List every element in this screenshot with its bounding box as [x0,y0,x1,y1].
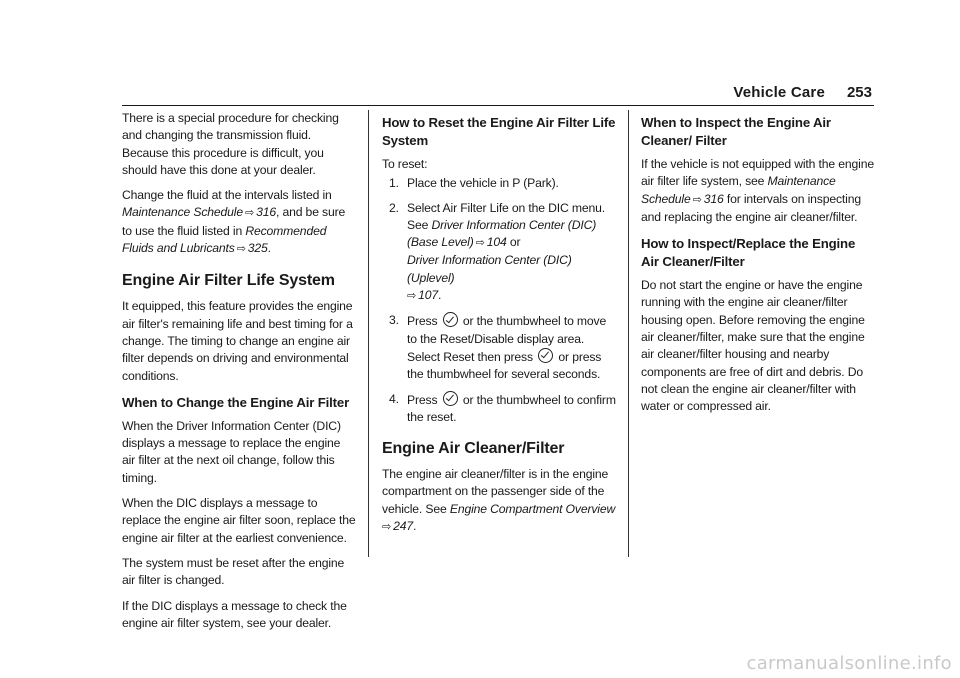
page-ref-number[interactable]: 247 [393,519,413,534]
text: for intervals on inspecting and replacing the engine air cleaner/filter. [641,191,861,224]
paragraph: There is a special procedure for checking and changing the transmission fluid. Because this procedure is difficult, you should have this done at your dealer. [122,111,339,177]
page-ref-number[interactable]: 316 [256,205,276,220]
paragraph: To reset: [382,157,428,171]
page-ref-number[interactable]: 316 [703,191,724,206]
cross-reference-link[interactable]: Engine Compartment Overview [449,501,616,516]
paragraph: It equipped, this feature provides the engine air filter's remaining life and best timing for a change. The timing to change an engine air filter depends on driving and environmental conditions. [122,299,353,383]
cross-reference-link[interactable]: Maintenance Schedule [122,205,243,220]
column-3 [641,110,875,424]
page-ref-icon: ⇨ [236,243,246,256]
step-number: 4. [389,391,399,406]
subsection-heading: How to Inspect/Replace the Engine Air Cleaner/Filter [641,236,856,270]
checkmark-button-icon [443,312,458,327]
step-number: 2. [389,200,399,215]
cross-reference-link[interactable]: Driver Information Center (DIC) (Uplevel) [407,253,572,285]
paragraph: When the DIC displays a message to replace the engine air filter soon, replace the engine air filter at the earliest convenience. [122,496,356,545]
page-ref-number[interactable]: 104 [486,235,507,250]
step-text: or [506,235,521,250]
list-item [382,391,616,427]
step-number: 1. [389,176,399,191]
checkmark-button-icon [538,348,553,363]
steps-list [382,175,616,426]
text: If the vehicle is not equipped with the engine air filter life system, see [641,157,874,189]
step-text: or the thumbwheel to confirm the reset. [407,392,616,424]
paragraph [382,466,616,536]
page-ref-number[interactable]: 325 [247,241,268,256]
list-item [382,200,616,306]
page-header [0,0,960,110]
subsection-heading: When to Inspect the Engine Air Cleaner/ Filter [641,115,831,148]
subsection-heading: How to Reset the Engine Air Filter Life System [382,115,616,148]
text: . [267,241,271,256]
text: , and be sure to use the fluid listed in [122,205,346,238]
cross-reference-link[interactable]: Maintenance Schedule [641,174,836,206]
paragraph: When the Driver Information Center (DIC) displays a message to replace the engine air filter at the next oil change, follow this timing. [122,418,341,485]
step-text: Press [407,314,441,329]
page-ref-icon: ⇨ [245,207,255,220]
column-divider-2 [628,110,629,557]
column-1 [122,110,356,640]
step-text: Select Air Filter Life on the DIC menu. See [407,200,606,232]
cross-reference-link[interactable]: Recommended Fluids and Lubricants [122,223,327,256]
column-2 [382,110,616,544]
page-ref-icon: ⇨ [382,521,392,534]
subsection-heading: When to Change the Engine Air Filter [122,394,350,410]
list-item [382,312,616,383]
section-heading: Engine Air Filter Life System [122,272,335,290]
page-ref-icon: ⇨ [407,290,417,303]
step-text: or the thumbwheel to move to the Reset/Disable display area. Select Reset then press [407,314,607,364]
paragraph [122,187,356,258]
page-ref-icon: ⇨ [692,193,702,206]
page-number: 253 [846,84,872,101]
list-item [382,175,616,192]
step-text: Place the vehicle in P (Park). [407,176,559,191]
section-heading: Engine Air Cleaner/Filter [382,440,565,458]
page-ref-icon: ⇨ [475,237,485,250]
header-rule [122,105,874,106]
step-text: . [437,288,442,303]
paragraph: The system must be reset after the engine air filter is changed. [122,555,345,588]
text: The engine air cleaner/filter is in the engine compartment on the passenger side of the vehicle. See [382,467,609,516]
column-divider-1 [368,110,369,557]
step-text: or press the thumbwheel for several seconds. [407,349,602,382]
section-title: Vehicle Care [733,84,825,101]
step-number: 3. [389,313,399,328]
watermark: carmanualsonline.info [746,653,952,674]
step-text: Press [407,392,441,407]
text: Change the fluid at the intervals listed in [122,188,332,203]
paragraph [641,156,875,226]
text: . [412,519,417,534]
cross-reference-link[interactable]: Driver Information Center (DIC) (Base Level) [407,217,597,250]
paragraph: If the DIC displays a message to check the engine air filter system, see your dealer. [122,598,347,630]
checkmark-button-icon [443,391,458,406]
page-ref-number[interactable]: 107 [418,288,438,303]
paragraph: Do not start the engine or have the engine running with the engine air cleaner/filter housing open. Before removing the engine air cleaner/filter, make sure that the engine air cleaner/filter housing and nearby components are free of dirt and debris. Do not clean the engine air cleaner/filter with water or compressed air. [641,278,865,414]
